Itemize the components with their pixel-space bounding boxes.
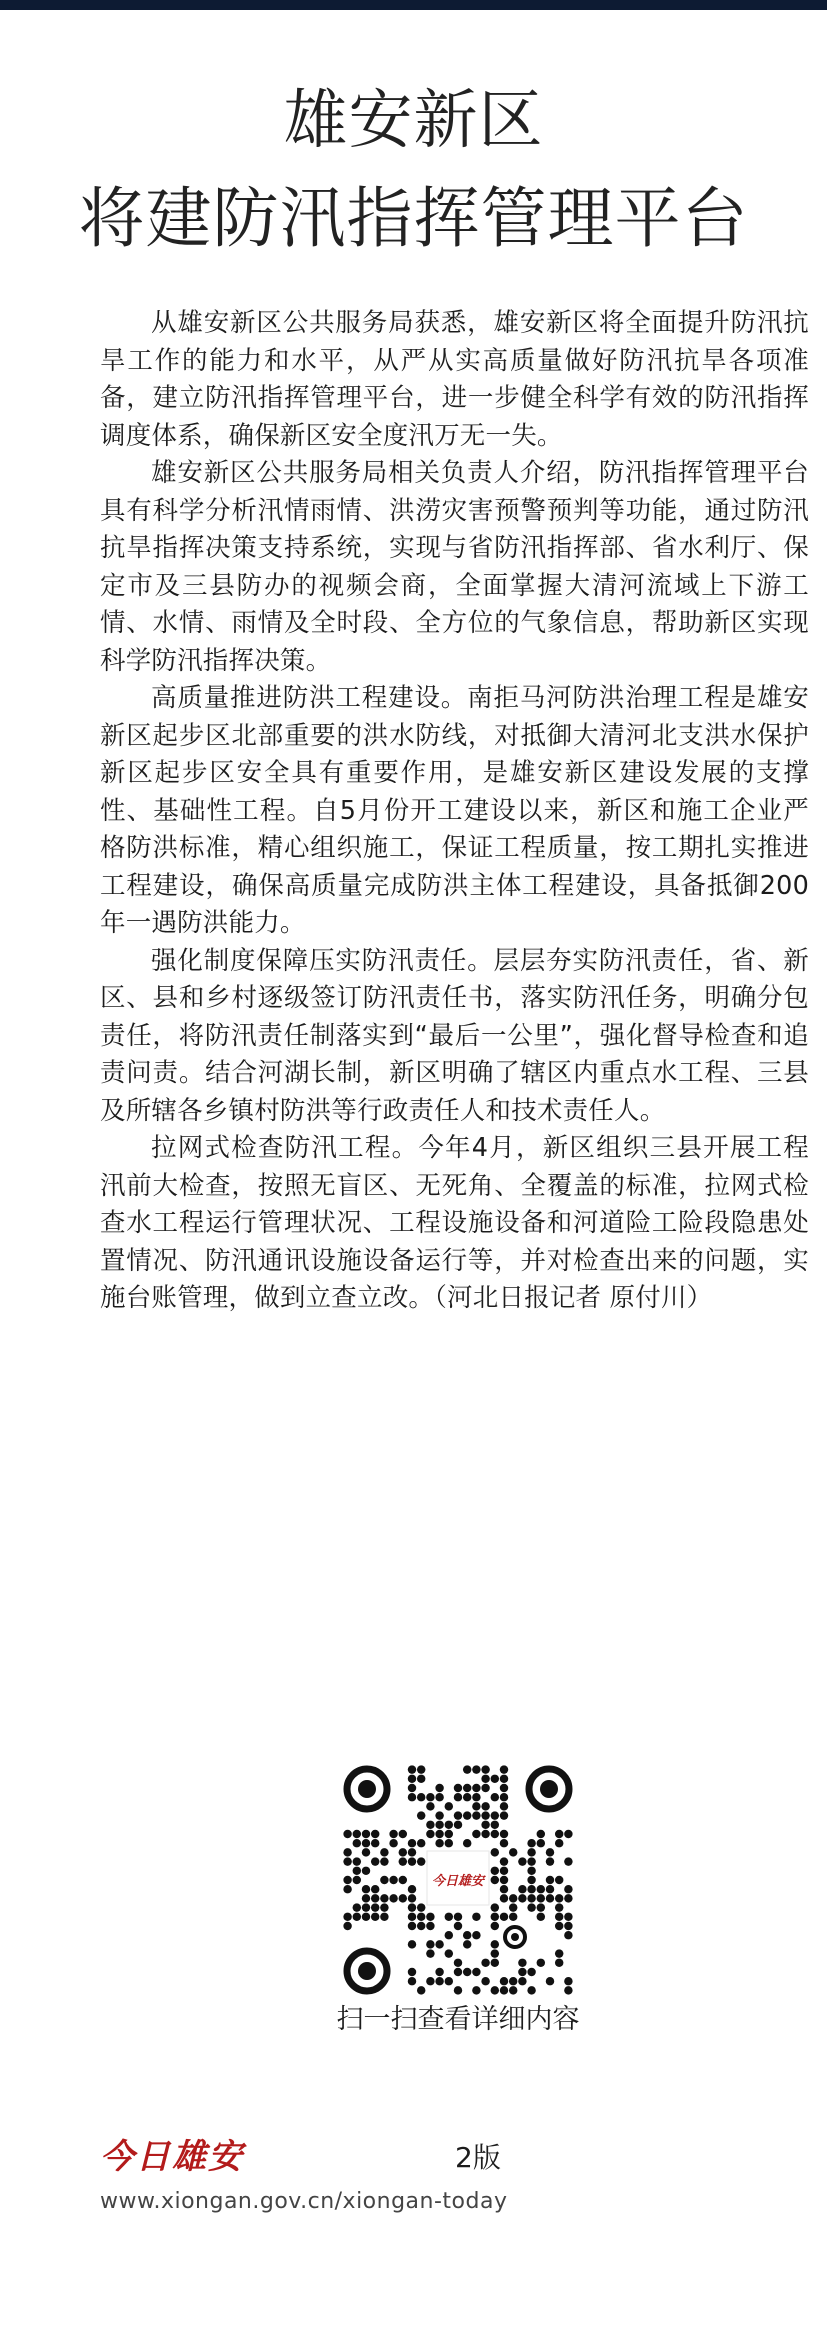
- article-body: [100, 305, 809, 1318]
- footer-brand-logo: 今日雄安: [100, 2137, 244, 2177]
- footer-url-link[interactable]: www.xiongan.gov.cn/xiongan-today: [100, 2189, 508, 2214]
- article-paragraph-3: 高质量推进防洪工程建设。南拒马河防洪治理工程是雄安新区起步区北部重要的洪水防线，对抵御大清河北支洪水保护新区起步区安全具有重要作用，是雄安新区建设发展的支撑性、基础性工程。自5月份开工建设以来，新区和施工企业严格防洪标准，精心组织施工，保证工程质量，按工期扎实推进工程建设，确保高质量完成防洪主体工程建设，具备抵御200年一遇防洪能力。: [100, 683, 809, 938]
- footer-page-label: 2版: [455, 2141, 501, 2174]
- qr-logo-text: 今日雄安: [431, 1874, 485, 1889]
- article-paragraph-5: 拉网式检查防汛工程。今年4月，新区组织三县开展工程汛前大检查，按照无盲区、无死角、全覆盖的标准，拉网式检查水工程运行管理状况、工程设施设备和河道险工险段隐患处置情况、防汛通讯设施设备运行等，并对检查出来的问题，实施台账管理，做到立查立改。（河北日报记者 原付川）: [100, 1133, 809, 1313]
- qr-caption: 扫一扫查看详细内容: [336, 2004, 580, 2035]
- qr-code[interactable]: [343, 1765, 573, 1995]
- qr-code-graphic: [343, 1765, 573, 1995]
- page-title: [0, 75, 827, 271]
- top-bar: [0, 0, 827, 10]
- article-paragraph-4: 强化制度保障压实防汛责任。层层夯实防汛责任，省、新区、县和乡村逐级签订防汛责任书，落实防汛任务，明确分包责任，将防汛责任制落实到“最后一公里”，强化督导检查和追责问责。结合河湖长制，新区明确了辖区内重点水工程、三县及所辖各乡镇村防洪等行政责任人和技术责任人。: [100, 945, 809, 1126]
- article-paragraph-1: 从雄安新区公共服务局获悉，雄安新区将全面提升防汛抗旱工作的能力和水平，从严从实高质量做好防汛抗旱各项准备，建立防汛指挥管理平台，进一步健全科学有效的防汛指挥调度体系，确保新区安全度汛万无一失。: [100, 308, 809, 451]
- article-paragraph-2: 雄安新区公共服务局相关负责人介绍，防汛指挥管理平台具有科学分析汛情雨情、洪涝灾害预警预判等功能，通过防汛抗旱指挥决策支持系统，实现与省防汛指挥部、省水利厅、保定市及三县防办的视频会商，全面掌握大清河流域上下游工情、水情、雨情及全时段、全方位的气象信息，帮助新区实现科学防汛指挥决策。: [100, 458, 809, 676]
- title-line-2: 将建防汛指挥管理平台: [78, 180, 749, 257]
- title-line-1: 雄安新区: [283, 84, 544, 158]
